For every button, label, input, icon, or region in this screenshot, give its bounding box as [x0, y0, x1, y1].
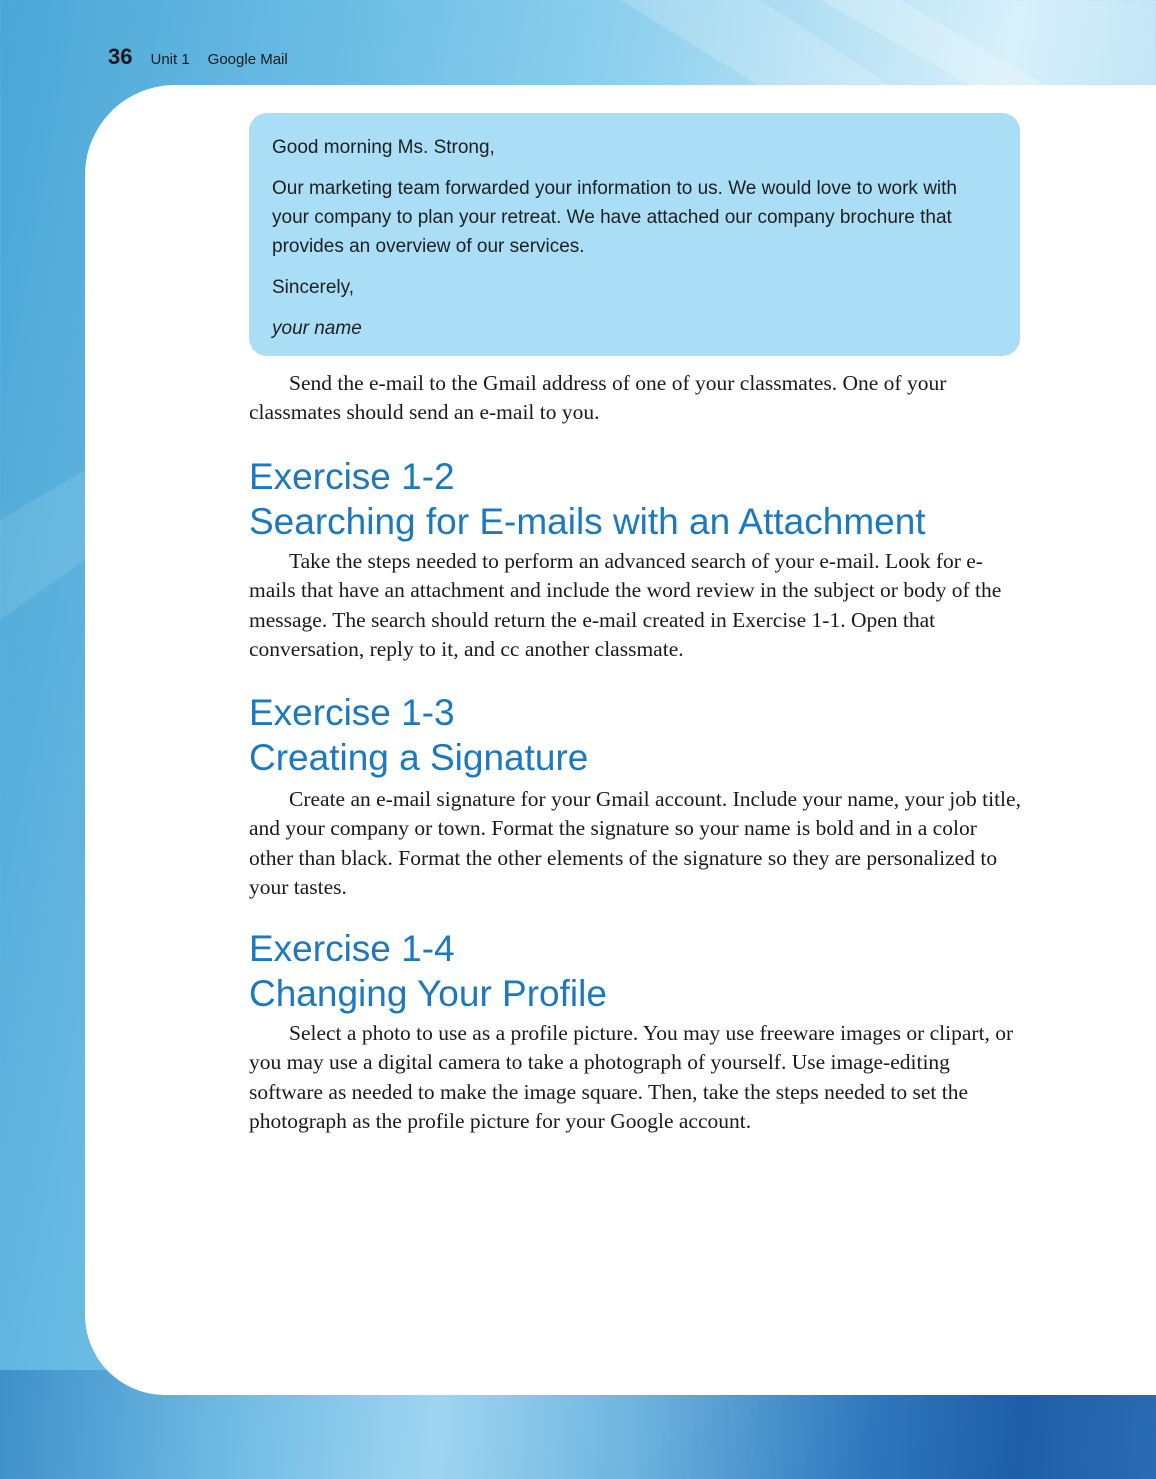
email-closing: Sincerely, — [272, 277, 355, 298]
unit-label: Unit 1 — [150, 51, 190, 68]
exercise-1-4-number: Exercise 1-4 — [249, 928, 455, 969]
exercise-1-4-text: Select a photo to use as a profile picture. You may use freeware images or clipart, or you may use a digital camera to take a photograph of yourself. Use image-editing software as needed to make the image square. Then, take the steps needed to set the photograph as the profile picture for your Google account. — [249, 1021, 1014, 1133]
exercise-1-3-text: Create an e-mail signature for your Gmail account. Include your name, your job title, and your company or town. Format the signature so your name is bold and in a color other than black. Format the other elements of the signature so they are personalized to your tastes. — [249, 787, 1021, 899]
unit-title: Google Mail — [207, 51, 288, 68]
exercise-1-3-number: Exercise 1-3 — [249, 692, 455, 733]
exercise-1-2-text: Take the steps needed to perform an advanced search of your e-mail. Look for e-mails that have an attachment and include the word review in the subject or body of the message. The search should return the e-mail created in Exercise 1-1. Open that conversation, reply to it, and cc another classmate. — [249, 549, 1002, 661]
email-greeting: Good morning Ms. Strong, — [272, 137, 495, 158]
exercise-1-3-title: Creating a Signature — [249, 737, 589, 778]
exercise-1-2-number: Exercise 1-2 — [249, 456, 455, 497]
page-number: 36 — [108, 44, 133, 69]
exercise-1-4-title: Changing Your Profile — [249, 973, 607, 1014]
intro-paragraph: Send the e-mail to the Gmail address of one of your classmates. One of your classmates should send an e-mail to you. — [249, 371, 947, 425]
exercise-1-2-title: Searching for E-mails with an Attachment — [249, 501, 926, 542]
email-example-box — [249, 113, 1020, 356]
page-header — [108, 44, 288, 74]
email-body: Our marketing team forwarded your information to us. We would love to work with your company to plan your retreat. We have attached our company brochure that provides an overview of our services. — [272, 178, 957, 257]
email-signature: your name — [272, 318, 362, 339]
